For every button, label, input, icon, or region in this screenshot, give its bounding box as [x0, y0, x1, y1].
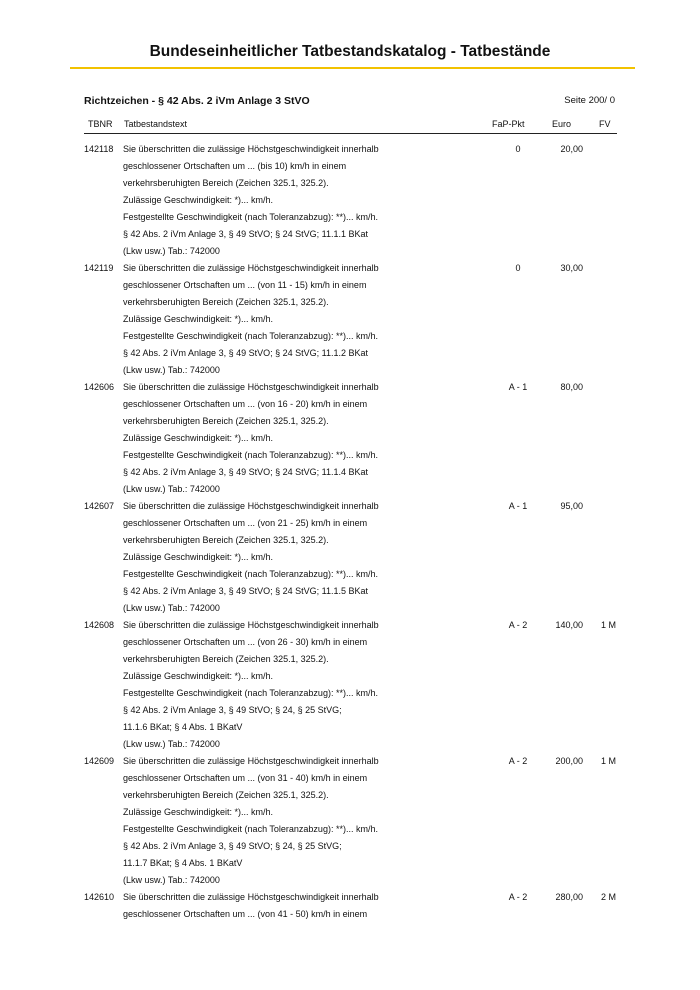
- offense-entry: [0, 141, 700, 260]
- entry-fap-points: A - 1: [508, 501, 528, 511]
- page-number: Seite 200/ 0: [564, 95, 615, 106]
- entry-text-line: (Lkw usw.) Tab.: 742000: [123, 246, 220, 256]
- entry-text-line: Sie überschritten die zulässige Höchstgeschwindigkeit innerhalb: [123, 144, 379, 154]
- entry-text-line: Sie überschritten die zulässige Höchstgeschwindigkeit innerhalb: [123, 501, 379, 511]
- entry-text-line: Sie überschritten die zulässige Höchstgeschwindigkeit innerhalb: [123, 756, 379, 766]
- entry-tbnr: 142610: [84, 892, 115, 902]
- entry-fap-points: A - 2: [508, 892, 528, 902]
- entry-text-line: (Lkw usw.) Tab.: 742000: [123, 739, 220, 749]
- entry-text-line: Festgestellte Geschwindigkeit (nach Toleranzabzug): **)... km/h.: [123, 824, 378, 834]
- offense-entry: [0, 260, 700, 379]
- entry-text-line: geschlossener Ortschaften um ... (bis 10) km/h in einem: [123, 161, 347, 171]
- entry-text-line: (Lkw usw.) Tab.: 742000: [123, 603, 220, 613]
- column-header-text: Tatbestandstext: [124, 119, 188, 129]
- entry-text-line: geschlossener Ortschaften um ... (von 16 - 20) km/h in einem: [123, 399, 368, 409]
- document-title: Bundeseinheitlicher Tatbestandskatalog - Tatbestände: [149, 43, 551, 60]
- offense-list: [0, 141, 700, 923]
- entry-text-line: § 42 Abs. 2 iVm Anlage 3, § 49 StVO; § 24 StVG; 11.1.5 BKat: [123, 586, 368, 596]
- entry-text-line: verkehrsberuhigten Bereich (Zeichen 325.1, 325.2).: [123, 178, 329, 188]
- column-header-fap: FaP-Pkt: [492, 119, 525, 129]
- entry-fine-euro: 20,00: [560, 144, 583, 154]
- entry-text-line: § 42 Abs. 2 iVm Anlage 3, § 49 StVO; § 24, § 25 StVG;: [123, 705, 342, 715]
- entry-text-line: § 42 Abs. 2 iVm Anlage 3, § 49 StVO; § 24, § 25 StVG;: [123, 841, 342, 851]
- entry-text-line: § 42 Abs. 2 iVm Anlage 3, § 49 StVO; § 24 StVG; 11.1.2 BKat: [123, 348, 368, 358]
- entry-tbnr: 142606: [84, 382, 115, 392]
- entry-tbnr: 142119: [84, 263, 114, 273]
- entry-fine-euro: 200,00: [555, 756, 583, 766]
- entry-driving-ban: 1 M: [600, 756, 616, 766]
- entry-text-line: 11.1.7 BKat; § 4 Abs. 1 BKatV: [123, 858, 243, 868]
- entry-text-line: 11.1.6 BKat; § 4 Abs. 1 BKatV: [123, 722, 243, 732]
- entry-fine-euro: 140,00: [555, 620, 583, 630]
- column-header-fv: FV: [599, 119, 611, 129]
- header-divider: [84, 133, 617, 134]
- entry-fap-points: 0: [515, 144, 521, 154]
- entry-tbnr: 142609: [84, 756, 115, 766]
- entry-text-line: geschlossener Ortschaften um ... (von 11 - 15) km/h in einem: [123, 280, 367, 290]
- entry-fine-euro: 280,00: [555, 892, 583, 902]
- entry-text-line: geschlossener Ortschaften um ... (von 31 - 40) km/h in einem: [123, 773, 368, 783]
- entry-text-line: Zulässige Geschwindigkeit: *)... km/h.: [123, 671, 274, 681]
- entry-text-line: verkehrsberuhigten Bereich (Zeichen 325.1, 325.2).: [123, 535, 329, 545]
- entry-driving-ban: 2 M: [600, 892, 616, 902]
- title-underline: [70, 67, 635, 69]
- offense-entry: [0, 753, 700, 889]
- entry-text-line: Festgestellte Geschwindigkeit (nach Toleranzabzug): **)... km/h.: [123, 450, 378, 460]
- entry-text-line: Sie überschritten die zulässige Höchstgeschwindigkeit innerhalb: [123, 620, 379, 630]
- entry-text-line: (Lkw usw.) Tab.: 742000: [123, 875, 220, 885]
- offense-entry: [0, 617, 700, 753]
- offense-entry: [0, 379, 700, 498]
- entry-text-line: Festgestellte Geschwindigkeit (nach Toleranzabzug): **)... km/h.: [123, 212, 378, 222]
- column-header-euro: Euro: [552, 119, 572, 129]
- entry-text-line: verkehrsberuhigten Bereich (Zeichen 325.1, 325.2).: [123, 297, 329, 307]
- entry-text-line: geschlossener Ortschaften um ... (von 26 - 30) km/h in einem: [123, 637, 368, 647]
- entry-tbnr: 142118: [84, 144, 114, 154]
- entry-text-line: Zulässige Geschwindigkeit: *)... km/h.: [123, 807, 274, 817]
- entry-text-line: Festgestellte Geschwindigkeit (nach Toleranzabzug): **)... km/h.: [123, 569, 378, 579]
- entry-text-line: verkehrsberuhigten Bereich (Zeichen 325.1, 325.2).: [123, 654, 329, 664]
- entry-text-line: Festgestellte Geschwindigkeit (nach Toleranzabzug): **)... km/h.: [123, 688, 378, 698]
- entry-text-line: Zulässige Geschwindigkeit: *)... km/h.: [123, 314, 274, 324]
- entry-text-line: § 42 Abs. 2 iVm Anlage 3, § 49 StVO; § 24 StVG; 11.1.4 BKat: [123, 467, 368, 477]
- offense-entry: [0, 889, 700, 923]
- entry-text-line: Zulässige Geschwindigkeit: *)... km/h.: [123, 552, 274, 562]
- entry-text-line: Zulässige Geschwindigkeit: *)... km/h.: [123, 195, 274, 205]
- entry-text-line: (Lkw usw.) Tab.: 742000: [123, 484, 220, 494]
- entry-text-line: Festgestellte Geschwindigkeit (nach Toleranzabzug): **)... km/h.: [123, 331, 378, 341]
- entry-fine-euro: 30,00: [560, 263, 583, 273]
- entry-tbnr: 142607: [84, 501, 115, 511]
- entry-text-line: verkehrsberuhigten Bereich (Zeichen 325.1, 325.2).: [123, 416, 329, 426]
- entry-text-line: (Lkw usw.) Tab.: 742000: [123, 365, 220, 375]
- section-heading: Richtzeichen - § 42 Abs. 2 iVm Anlage 3 StVO: [84, 95, 310, 107]
- entry-fap-points: A - 2: [508, 756, 528, 766]
- entry-text-line: Sie überschritten die zulässige Höchstgeschwindigkeit innerhalb: [123, 382, 379, 392]
- entry-text-line: § 42 Abs. 2 iVm Anlage 3, § 49 StVO; § 24 StVG; 11.1.1 BKat: [123, 229, 368, 239]
- entry-text-line: Sie überschritten die zulässige Höchstgeschwindigkeit innerhalb: [123, 892, 379, 902]
- entry-fap-points: 0: [515, 263, 521, 273]
- entry-fine-euro: 95,00: [560, 501, 583, 511]
- entry-text-line: geschlossener Ortschaften um ... (von 41 - 50) km/h in einem: [123, 909, 368, 919]
- entry-text-line: geschlossener Ortschaften um ... (von 21 - 25) km/h in einem: [123, 518, 368, 528]
- entry-fap-points: A - 1: [508, 382, 528, 392]
- entry-text-line: verkehrsberuhigten Bereich (Zeichen 325.1, 325.2).: [123, 790, 329, 800]
- entry-fine-euro: 80,00: [560, 382, 583, 392]
- entry-fap-points: A - 2: [508, 620, 528, 630]
- entry-text-line: Zulässige Geschwindigkeit: *)... km/h.: [123, 433, 274, 443]
- entry-tbnr: 142608: [84, 620, 115, 630]
- column-header-tbnr: TBNR: [88, 119, 113, 129]
- entry-driving-ban: 1 M: [600, 620, 616, 630]
- offense-entry: [0, 498, 700, 617]
- entry-text-line: Sie überschritten die zulässige Höchstgeschwindigkeit innerhalb: [123, 263, 379, 273]
